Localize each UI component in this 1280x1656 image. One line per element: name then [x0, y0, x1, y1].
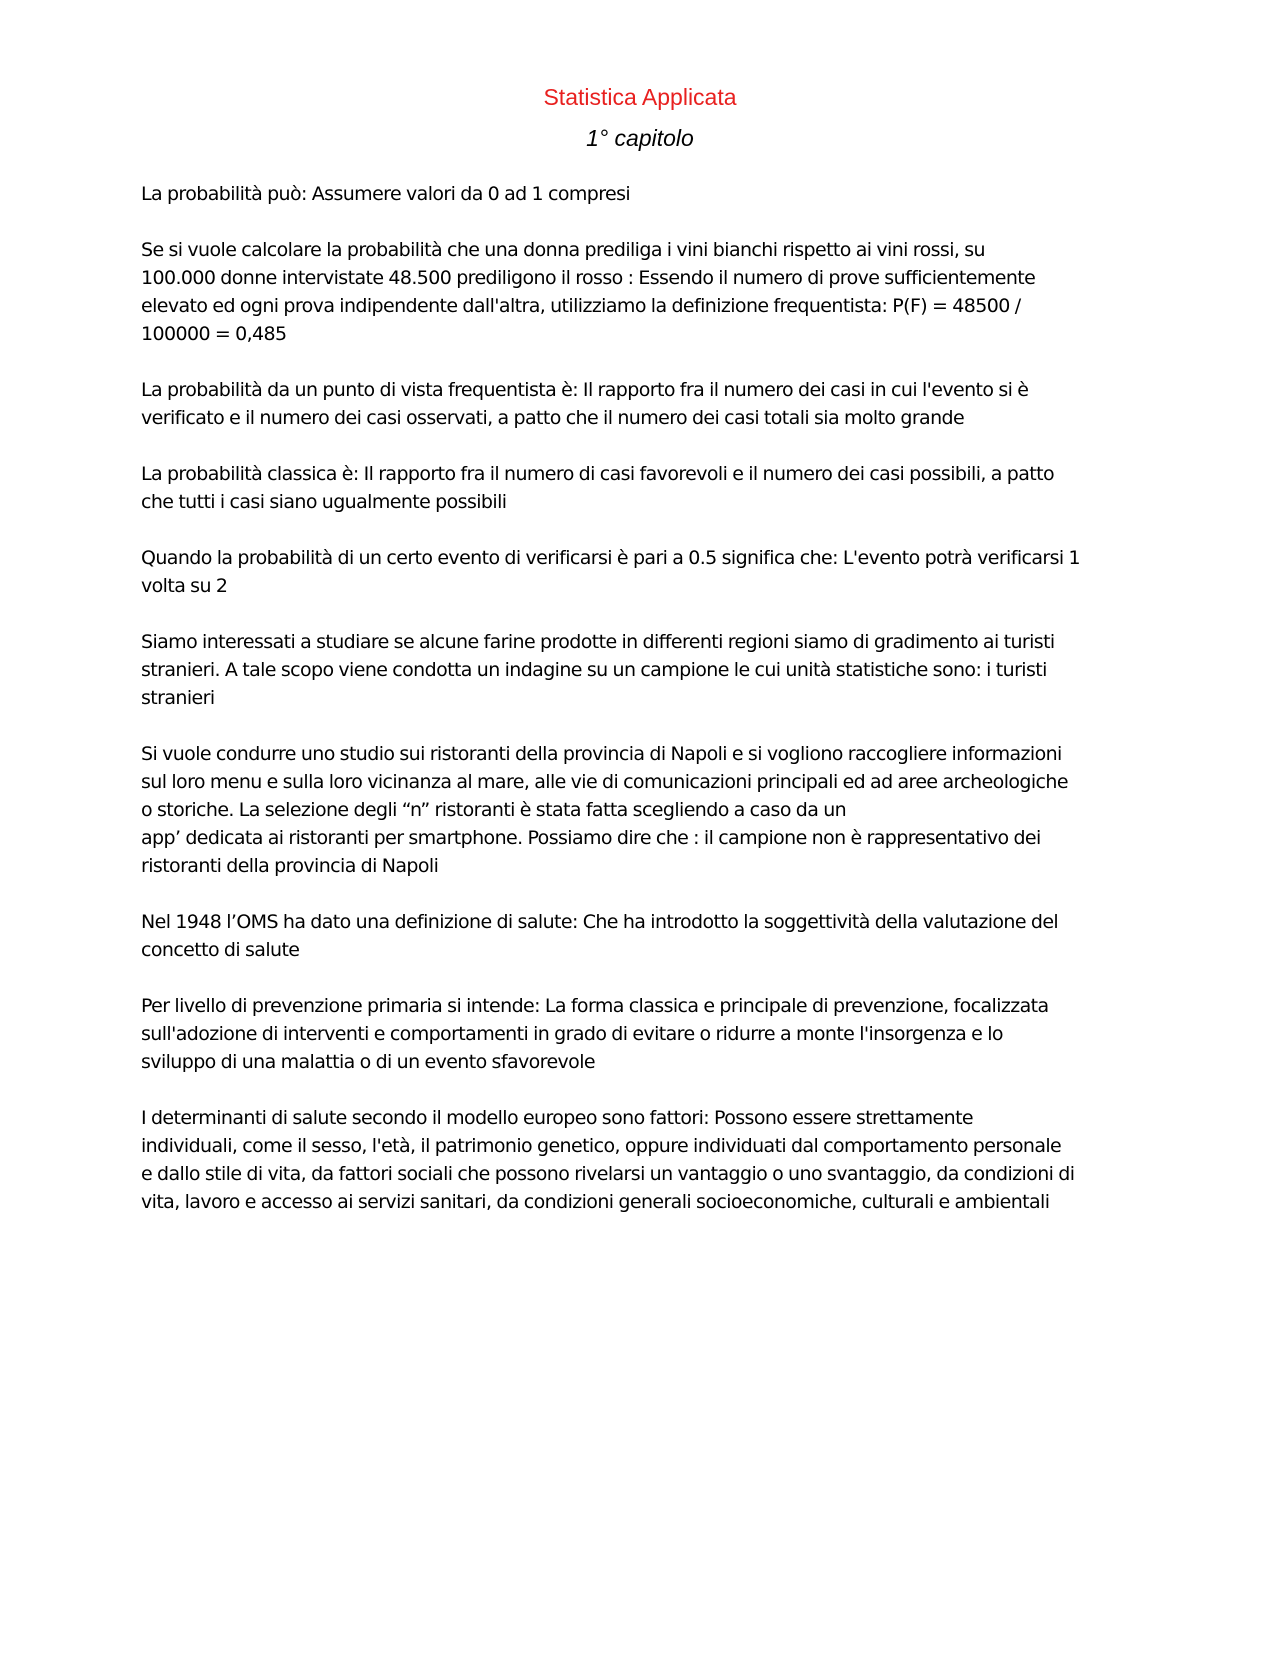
- paragraph-line: Siamo interessati a studiare se alcune farine prodotte in differenti regioni siamo di gradimento ai turisti: [141, 631, 1055, 653]
- paragraph-line: sul loro menu e sulla loro vicinanza al mare, alle vie di comunicazioni principali ed ad aree archeologiche: [141, 771, 1068, 793]
- paragraph-line: ristoranti della provincia di Napoli: [141, 855, 439, 877]
- paragraph: [141, 740, 1141, 880]
- paragraph: [141, 992, 1141, 1076]
- paragraph-line: verificato e il numero dei casi osservati, a patto che il numero dei casi totali sia molto grande: [141, 407, 965, 429]
- paragraph-line: concetto di salute: [141, 939, 300, 961]
- paragraph-line: volta su 2: [141, 575, 228, 597]
- paragraph: [141, 544, 1141, 600]
- paragraph-line: stranieri: [141, 687, 215, 709]
- paragraph: [141, 236, 1141, 348]
- paragraph-line: che tutti i casi siano ugualmente possibili: [141, 491, 507, 513]
- paragraph-line: La probabilità da un punto di vista frequentista è: Il rapporto fra il numero dei casi in cui l'evento si è: [141, 379, 1029, 401]
- paragraph-line: 100.000 donne intervistate 48.500 prediligono il rosso : Essendo il numero di prove sufficientemente: [141, 267, 1036, 289]
- paragraph-line: Nel 1948 l’OMS ha dato una definizione di salute: Che ha introdotto la soggettività della valutazione del: [141, 911, 1059, 933]
- paragraph: [141, 376, 1141, 432]
- paragraph-line: Per livello di prevenzione primaria si intende: La forma classica e principale di prevenzione, focalizzata: [141, 995, 1049, 1017]
- paragraph: [141, 180, 1141, 208]
- paragraph: [141, 628, 1141, 712]
- paragraph-line: Si vuole condurre uno studio sui ristoranti della provincia di Napoli e si vogliono raccogliere informazioni: [141, 743, 1062, 765]
- paragraph-line: Se si vuole calcolare la probabilità che una donna prediliga i vini bianchi rispetto ai vini rossi, su: [141, 239, 985, 261]
- paragraph-line: La probabilità classica è: Il rapporto fra il numero di casi favorevoli e il numero dei casi possibili, a patto: [141, 463, 1054, 485]
- paragraph-line: I determinanti di salute secondo il modello europeo sono fattori: Possono essere strettamente: [141, 1107, 974, 1129]
- document-subtitle: 1° capitolo: [586, 125, 694, 151]
- paragraph-line: app’ dedicata ai ristoranti per smartphone. Possiamo dire che : il campione non è rappresentativo dei: [141, 827, 1041, 849]
- paragraph-line: Quando la probabilità di un certo evento di verificarsi è pari a 0.5 significa che: L'evento potrà verificarsi 1: [141, 547, 1081, 569]
- document-body: [141, 180, 1141, 1244]
- paragraph: [141, 908, 1141, 964]
- paragraph-line: sull'adozione di interventi e comportamenti in grado di evitare o ridurre a monte l'insorgenza e lo: [141, 1023, 1003, 1045]
- paragraph-line: e dallo stile di vita, da fattori sociali che possono rivelarsi un vantaggio o uno svantaggio, da condizioni di: [141, 1163, 1075, 1185]
- paragraph-line: individuali, come il sesso, l'età, il patrimonio genetico, oppure individuati dal comportamento personale: [141, 1135, 1062, 1157]
- paragraph-line: stranieri. A tale scopo viene condotta un indagine su un campione le cui unità statistiche sono: i turisti: [141, 659, 1047, 681]
- paragraph-line: La probabilità può: Assumere valori da 0 ad 1 compresi: [141, 183, 631, 205]
- paragraph-line: vita, lavoro e accesso ai servizi sanitari, da condizioni generali socioeconomiche, culturali e ambientali: [141, 1191, 1050, 1213]
- paragraph-line: sviluppo di una malattia o di un evento sfavorevole: [141, 1051, 595, 1073]
- paragraph: [141, 1104, 1141, 1216]
- document-title: Statistica Applicata: [543, 84, 737, 110]
- paragraph-line: 100000 = 0,485: [141, 323, 287, 345]
- paragraph-line: elevato ed ogni prova indipendente dall'altra, utilizziamo la definizione frequentista: P(F) = 48500 /: [141, 295, 1021, 317]
- paragraph: [141, 460, 1141, 516]
- paragraph-line: o storiche. La selezione degli “n” ristoranti è stata fatta scegliendo a caso da un: [141, 799, 847, 821]
